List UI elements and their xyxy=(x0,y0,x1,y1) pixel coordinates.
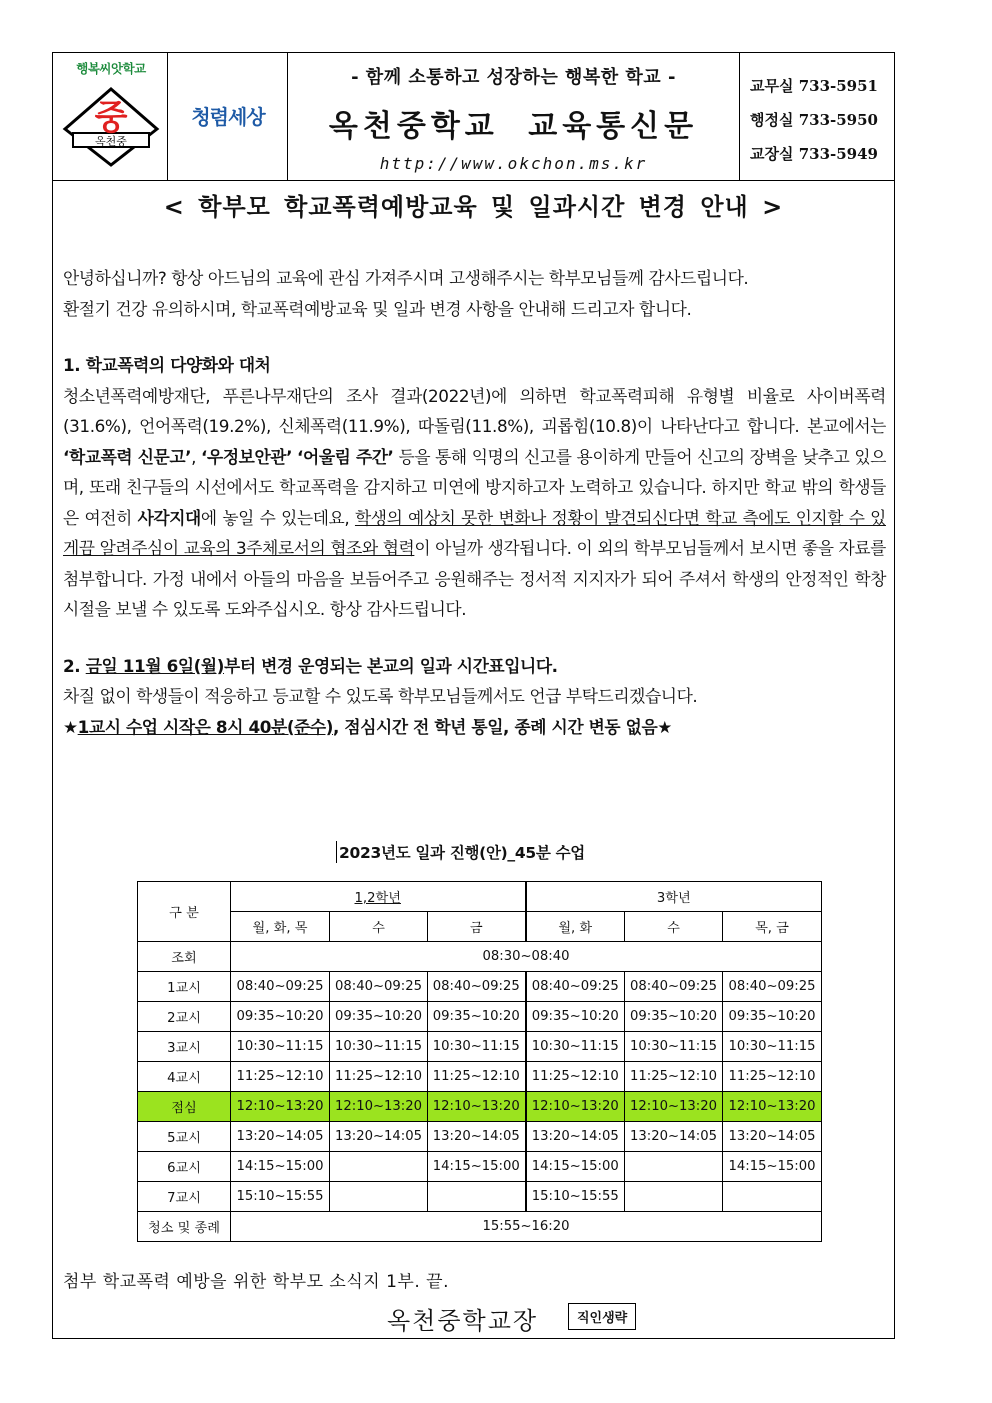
time-cell: 13:20~14:05 xyxy=(526,1122,625,1152)
time-cell: 13:20~14:05 xyxy=(625,1122,723,1152)
section2-line-2: 차질 없이 학생들이 적응하고 등교할 수 있도록 학부모님들께서도 언급 부탁드리겠습니다. xyxy=(63,686,698,706)
s1-text-3: 에 놓일 수 있는데요, xyxy=(200,507,355,528)
integrity-logo-text: 청렴세상 xyxy=(191,105,265,129)
time-cell: 08:40~09:25 xyxy=(428,972,526,1002)
time-cell: 09:35~10:20 xyxy=(526,1002,625,1032)
time-cell xyxy=(625,1182,723,1212)
group1-label: 1,2학년 xyxy=(354,891,401,906)
s1-blind-spot: 사각지대 xyxy=(137,507,201,528)
schedule-title: 2023년도 일과 진행(안)_45분 수업 xyxy=(336,841,585,863)
newsletter-title: 옥천중학교 교육통신문 xyxy=(328,109,699,144)
document-frame xyxy=(52,52,895,1339)
s2-date: 금일 11월 6일(월) xyxy=(85,655,225,676)
school-url: http://www.okchon.ms.kr xyxy=(379,154,648,173)
time-cell: 12:10~13:20 xyxy=(526,1092,625,1122)
schedule-row xyxy=(138,1032,822,1062)
time-cell: 11:25~12:10 xyxy=(330,1062,428,1092)
time-cell xyxy=(330,1152,428,1182)
time-cell: 09:35~10:20 xyxy=(330,1002,428,1032)
time-cell: 09:35~10:20 xyxy=(723,1002,822,1032)
letterhead xyxy=(53,53,894,181)
time-cell: 12:10~13:20 xyxy=(625,1092,723,1122)
schedule-row xyxy=(138,1122,822,1152)
time-cell: 08:40~09:25 xyxy=(231,972,330,1002)
schedule-row xyxy=(138,1062,822,1092)
time-cell: 14:15~15:00 xyxy=(526,1152,625,1182)
s2-notice-rest: , 점심시간 전 학년 통일, 종례 시간 변동 없음★ xyxy=(333,716,672,737)
sub-header: 월, 화, 목 xyxy=(231,912,330,942)
time-cell: 13:20~14:05 xyxy=(231,1122,330,1152)
s1-quote-1: ‘학교폭력 신문고’ xyxy=(63,446,192,467)
row-label: 청소 및 종례 xyxy=(138,1212,231,1242)
schedule-row xyxy=(138,972,822,1002)
time-cell: 11:25~12:10 xyxy=(231,1062,330,1092)
time-cell: 13:20~14:05 xyxy=(330,1122,428,1152)
section1-paragraph xyxy=(63,381,886,625)
time-cell: 08:40~09:25 xyxy=(723,972,822,1002)
row-label: 조회 xyxy=(138,942,231,972)
header-label: 구 분 xyxy=(138,882,231,942)
time-cell: 14:15~15:00 xyxy=(723,1152,822,1182)
time-cell: 13:20~14:05 xyxy=(723,1122,822,1152)
school-logo xyxy=(53,53,168,180)
time-cell: 09:35~10:20 xyxy=(625,1002,723,1032)
contact-list xyxy=(740,53,894,180)
emblem-ribbon: 옥천중 xyxy=(95,135,127,148)
time-cell: 11:25~12:10 xyxy=(723,1062,822,1092)
s1-text-1: 청소년폭력예방재단, 푸른나무재단의 조사 결과(2022년)에 의하면 학교폭력피해 유형별 비율로 사이버폭력(31.6%), 언어폭력(19.2%), 신체폭력(11.9%), 따돌림(11.8%), 괴롭힘(10.8)이 나타난다고 합니다. 본교에서는 xyxy=(63,385,886,436)
time-cell xyxy=(330,1182,428,1212)
time-cell: 14:15~15:00 xyxy=(428,1152,526,1182)
row-label: 4교시 xyxy=(138,1062,231,1092)
time-cell xyxy=(625,1152,723,1182)
s2-heading-rest: 부터 변경 운영되는 본교의 일과 시간표입니다. xyxy=(224,655,558,676)
school-emblem-icon xyxy=(61,83,161,169)
assembly-time: 08:30~08:40 xyxy=(231,942,822,972)
slogan-text: 행복씨앗학교 xyxy=(76,61,146,76)
time-cell: 10:30~11:15 xyxy=(330,1032,428,1062)
group-header-1-2 xyxy=(231,882,526,912)
row-label: 1교시 xyxy=(138,972,231,1002)
time-cell: 10:30~11:15 xyxy=(428,1032,526,1062)
schedule-table xyxy=(137,881,822,1242)
s1-sep-1: , xyxy=(191,446,202,467)
time-cell: 12:10~13:20 xyxy=(330,1092,428,1122)
time-cell: 08:40~09:25 xyxy=(526,972,625,1002)
time-cell: 09:35~10:20 xyxy=(231,1002,330,1032)
s1-text-4: 이 아닐까 생각됩니다. 이 외의 학부모님들께서 보시면 좋을 자료를 첨부합니다. 가정 내에서 아들의 마음을 보듬어주고 응원해주는 정서적 지지자가 되어 주셔서 학생의 안정적인 학창 시절을 보낼 수 있도록 도와주십시오. 항상 감사드립니다. xyxy=(63,538,886,619)
time-cell: 11:25~12:10 xyxy=(526,1062,625,1092)
integrity-logo xyxy=(168,53,288,180)
time-cell: 14:15~15:00 xyxy=(231,1152,330,1182)
schedule-row xyxy=(138,1092,822,1122)
time-cell: 11:25~12:10 xyxy=(625,1062,723,1092)
time-cell: 12:10~13:20 xyxy=(428,1092,526,1122)
time-cell: 08:40~09:25 xyxy=(625,972,723,1002)
time-cell: 10:30~11:15 xyxy=(526,1032,625,1062)
school-motto: - 함께 소통하고 성장하는 행복한 학교 - xyxy=(351,67,676,88)
intro-line-2: 환절기 건강 유의하시며, 학교폭력예방교육 및 일과 변경 사항을 안내해 드리고자 합니다. xyxy=(63,298,692,319)
group-header-3: 3학년 xyxy=(526,882,822,912)
intro-line-1: 안녕하십니까? 항상 아드님의 교육에 관심 가져주시며 고생해주시는 학부모님들께 감사드립니다. xyxy=(63,268,749,288)
s2-notice-underlined: 1교시 수업 시작은 8시 40분(준수) xyxy=(77,716,333,737)
s1-text-2: 등을 통해 익명의 신고를 용이하게 만들어 신고의 장벽을 낮추고 있으며, 또래 친구들의 시선에서도 학교폭력을 감지하고 미연에 방지하고자 노력하고 있습니다. 하지만 학교 밖의 학생들은 여전히 xyxy=(63,446,887,528)
row-label: 3교시 xyxy=(138,1032,231,1062)
time-cell: 10:30~11:15 xyxy=(625,1032,723,1062)
star-icon: ★ xyxy=(63,716,78,737)
schedule-row xyxy=(138,1182,822,1212)
time-cell: 10:30~11:15 xyxy=(231,1032,330,1062)
row-label: 7교시 xyxy=(138,1182,231,1212)
schedule-row xyxy=(138,1002,822,1032)
s1-quote-2: ‘우정보안관’ xyxy=(201,446,293,467)
letter-body xyxy=(63,263,886,742)
sub-header: 금 xyxy=(428,912,526,942)
s1-quote-3: ‘어울림 주간’ xyxy=(297,446,394,467)
sub-header: 수 xyxy=(330,912,428,942)
masthead xyxy=(288,53,740,180)
contact-principal-office: 교장실 733-5949 xyxy=(750,145,878,163)
contact-academic-office: 교무실 733-5951 xyxy=(750,77,878,95)
schedule-row xyxy=(138,1152,822,1182)
section2-heading xyxy=(63,651,886,682)
row-label: 5교시 xyxy=(138,1122,231,1152)
row-label: 6교시 xyxy=(138,1152,231,1182)
s1-underlined-request: 학생의 예상치 못한 변화나 정황이 발견되신다면 학교 측에도 인지할 수 있게끔 알려주심이 교육의 3주체로서의 협조와 협력 xyxy=(63,507,886,558)
time-cell: 08:40~09:25 xyxy=(330,972,428,1002)
seal-omitted-stamp: 직인생략 xyxy=(568,1303,636,1330)
closing-time: 15:55~16:20 xyxy=(231,1212,822,1242)
time-cell: 12:10~13:20 xyxy=(723,1092,822,1122)
time-cell: 10:30~11:15 xyxy=(723,1032,822,1062)
time-cell: 09:35~10:20 xyxy=(428,1002,526,1032)
section1-heading: 1. 학교폭력의 다양화와 대처 xyxy=(63,355,271,375)
time-cell: 13:20~14:05 xyxy=(428,1122,526,1152)
sub-header: 월, 화 xyxy=(526,912,625,942)
time-cell: 15:10~15:55 xyxy=(526,1182,625,1212)
signer-name: 옥천중학교장 xyxy=(387,1307,539,1335)
contact-admin-office: 행정실 733-5950 xyxy=(750,111,878,129)
time-cell: 12:10~13:20 xyxy=(231,1092,330,1122)
emblem-char: 중 xyxy=(94,98,128,138)
time-cell: 11:25~12:10 xyxy=(428,1062,526,1092)
row-label: 2교시 xyxy=(138,1002,231,1032)
s2-prefix: 2. xyxy=(63,655,86,676)
time-cell xyxy=(428,1182,526,1212)
sub-header: 목, 금 xyxy=(723,912,822,942)
row-label: 점심 xyxy=(138,1092,231,1122)
time-cell xyxy=(723,1182,822,1212)
time-cell: 15:10~15:55 xyxy=(231,1182,330,1212)
document-title: < 학부모 학교폭력예방교육 및 일과시간 변경 안내 > xyxy=(163,193,784,221)
section2-notice xyxy=(63,712,886,743)
sub-header: 수 xyxy=(625,912,723,942)
attachment-note: 첨부 학교폭력 예방을 위한 학부모 소식지 1부. 끝. xyxy=(63,1272,449,1292)
